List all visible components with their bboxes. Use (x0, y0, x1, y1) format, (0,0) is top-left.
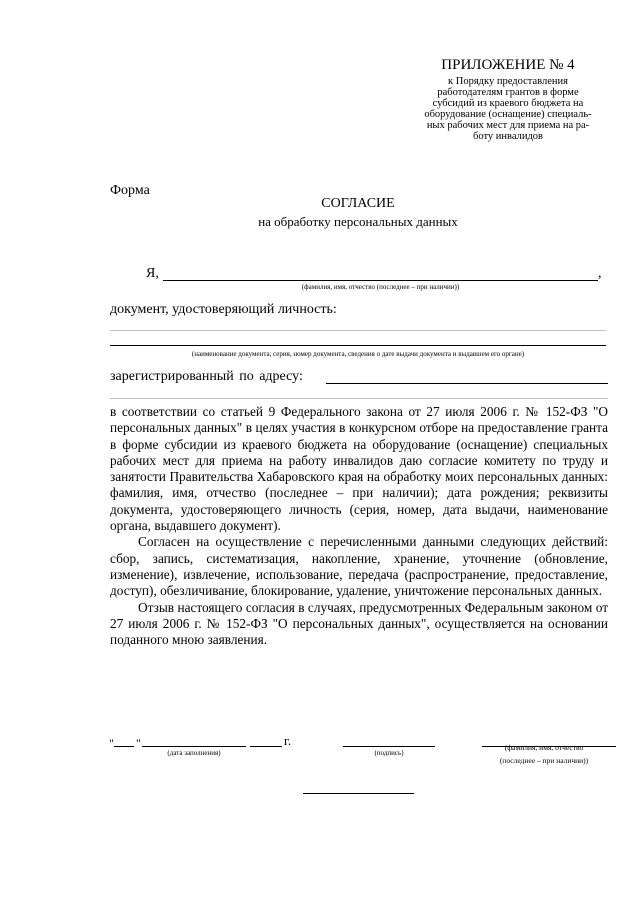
appendix-line: боту инвалидов (473, 131, 543, 142)
appendix-block (412, 56, 604, 142)
ya-label: Я, (146, 266, 159, 281)
id-document-caption: (наименование документа, серия, номер документа, сведения о дате выдачи документа и выдавшем его органе) (191, 350, 525, 358)
appendix-line: к Порядку предоставления (448, 76, 568, 87)
id-document-line-1[interactable] (110, 330, 606, 331)
consent-paragraph-3: Отзыв настоящего согласия в случаях, предусмотренных Федеральным законом от 27 июля 2006 г. № 152-ФЗ "О персональных данных", осуществляется на основании поданного мною заявления. (110, 599, 608, 648)
date-caption: (дата заполнения) (167, 749, 221, 757)
id-document-label: документ, удостоверяющий личность: (110, 302, 337, 317)
appendix-line: работодателям грантов в форме (437, 87, 579, 98)
signer-name-caption-1: (фамилия, имя, отчество (504, 743, 584, 752)
document-title: СОГЛАСИЕ (321, 196, 395, 211)
appendix-text (412, 76, 604, 142)
bottom-divider-line (303, 793, 414, 794)
year-input-line[interactable] (250, 746, 282, 747)
consent-paragraph-2: Согласен на осуществление с перечисленными данными следующих действий: сбор, запись, систематизация, накопление, хранение, уточнение (обновление, изменение), извлечение, использование, передача (распространение, предоставление, доступ), обезличивание, блокирование, удаление, уничтожение персональных данных. (110, 534, 608, 599)
address-input-line-2[interactable] (110, 398, 608, 399)
appendix-line: ных рабочих мест для приема на ра- (426, 120, 590, 131)
appendix-line: оборудование (оснащение) специаль- (424, 109, 592, 120)
signature-caption: (подпись) (374, 749, 404, 757)
form-label: Форма (110, 183, 150, 198)
consent-body (110, 404, 608, 648)
appendix-title: ПРИЛОЖЕНИЕ № 4 (441, 57, 575, 73)
month-input-line[interactable] (142, 746, 246, 747)
id-document-line-2[interactable] (110, 345, 606, 346)
year-suffix: г. (284, 733, 292, 748)
date-quote-open: " (109, 736, 114, 750)
appendix-line: субсидий из краевого бюджета на (432, 98, 584, 109)
comma: , (598, 266, 602, 281)
address-input-line[interactable] (326, 383, 608, 384)
signature-input-line[interactable] (343, 746, 435, 747)
document-subtitle: на обработку персональных данных (258, 214, 458, 229)
fio-caption: (фамилия, имя, отчество (последнее – при наличии)) (301, 283, 460, 291)
signer-name-caption-2: (последнее – при наличии)) (499, 756, 589, 765)
date-quote-close: " (136, 736, 141, 750)
fio-input-line[interactable] (163, 280, 598, 281)
day-input-line[interactable] (114, 746, 134, 747)
consent-paragraph-1: в соответствии со статьей 9 Федерального закона от 27 июля 2006 г. № 152-ФЗ "О персональных данных" в целях участия в конкурсном отборе на предоставление гранта в форме субсидии из краевого бюджета на оборудование (оснащение) специальных рабочих мест для приема на работу инвалидов даю согласие комитету по труду и занятости Правительства Хабаровского края на обработку моих персональных данных: фамилия, имя, отчество (последнее – при наличии); дата рождения; реквизиты документа, удостоверяющего личность (серия, номер, дата выдачи, наименование органа, выдавшего документ). (110, 404, 608, 534)
registered-address-label: зарегистрированный по адресу: (110, 369, 303, 384)
